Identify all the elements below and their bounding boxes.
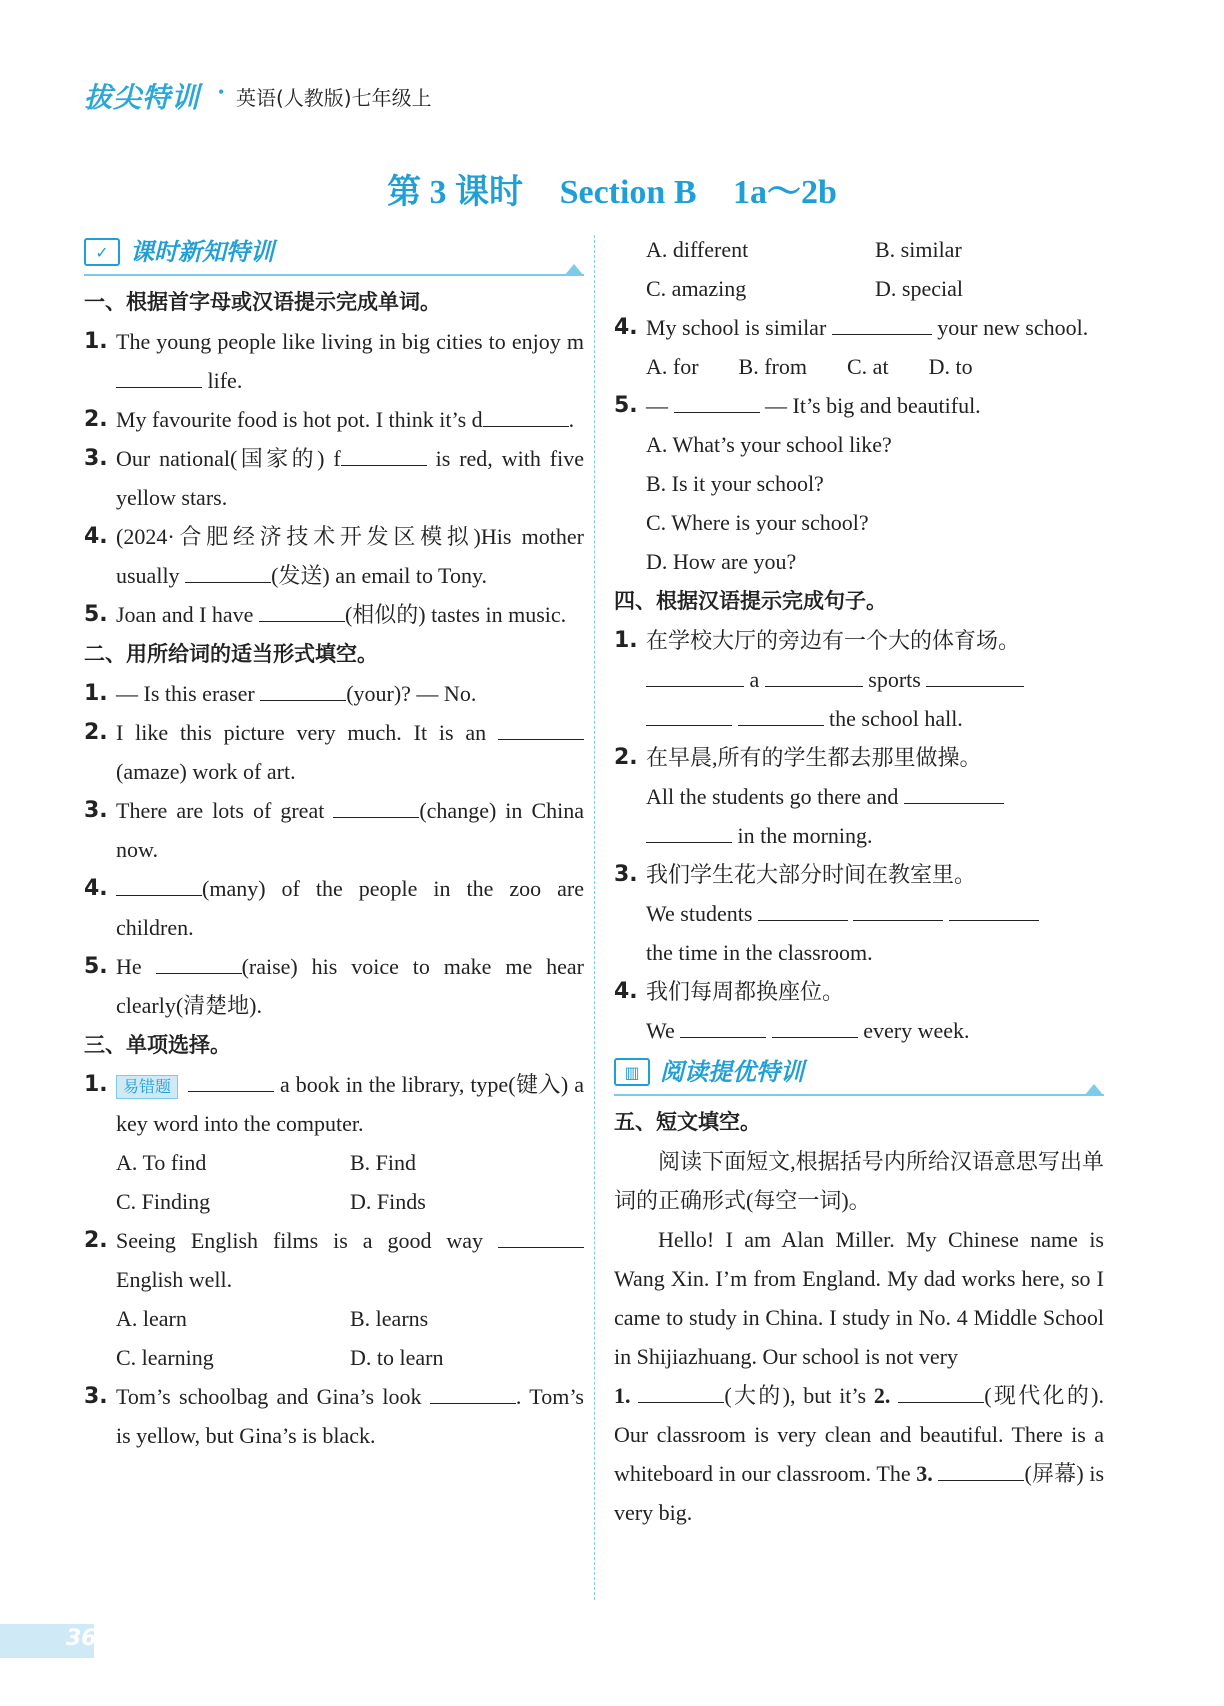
answer-blank[interactable] (772, 1015, 858, 1038)
part1-q4: 4. (2024·合肥经济技术开发区模拟)His mother usually (发送) an email to Tony. (84, 524, 584, 588)
part4-q1-answer: a sports the school hall. (614, 660, 1104, 738)
option[interactable]: C. learning (116, 1345, 214, 1370)
part2-q4: 4. (many) of the people in the zoo are children. (84, 869, 584, 947)
answer-blank[interactable] (498, 1225, 584, 1248)
part1-q2: 2. My favourite food is hot pot. I think it’s d . (84, 400, 584, 439)
separator-dot: • (218, 82, 225, 102)
part5-instruction: 阅读下面短文,根据括号内所给汉语意思写出单词的正确形式(每空一词)。 (614, 1149, 1104, 1213)
option[interactable]: C. Finding (116, 1189, 211, 1214)
answer-blank[interactable] (646, 703, 732, 726)
section-label: Section B (559, 174, 697, 211)
error-prone-badge: 易错题 (116, 1075, 178, 1099)
answer-blank[interactable] (898, 1380, 984, 1403)
section-head-reading: ▥ 阅读提优特训 (614, 1050, 1104, 1096)
page-title (0, 164, 1224, 213)
option[interactable]: A. different (646, 237, 749, 262)
part1-q5: 5. Joan and I have (相似的) tastes in music. (84, 595, 584, 634)
column-divider (594, 235, 595, 1600)
part2-q5: 5. He (raise) his voice to make me hear clearly(清楚地). (84, 947, 584, 1025)
part1-q3: 3. Our national(国家的) f is red, with five yellow stars. (84, 439, 584, 517)
option[interactable]: B. Find (350, 1150, 417, 1175)
part4-heading: 四、根据汉语提示完成句子。 (614, 589, 887, 613)
part3-q1-options (84, 1143, 584, 1221)
option[interactable]: D. How are you? (646, 549, 797, 574)
decor-triangle (1084, 1084, 1104, 1096)
option[interactable]: D. special (875, 276, 963, 301)
part3-q1: 1. 易错题 a book in the library, type(键入) a key word into the computer. (84, 1065, 584, 1143)
part2-q3: 3. There are lots of great (change) in China now. (84, 791, 584, 869)
answer-blank[interactable] (498, 717, 584, 740)
answer-blank[interactable] (188, 1069, 274, 1092)
answer-blank[interactable] (646, 820, 732, 843)
option[interactable]: A. learn (116, 1306, 187, 1331)
part4-q3-answer: We students the time in the classroom. (614, 894, 1104, 972)
page-number: 36 (66, 1626, 97, 1651)
option[interactable]: C. amazing (646, 276, 747, 301)
answer-blank[interactable] (938, 1458, 1024, 1481)
reading-passage: Hello! I am Alan Miller. My Chinese name is Wang Xin. I’m from England. My dad works here, so I came to study in China. I study in No. 4 Middle School in Shijiazhuang. Our school is not very 1. (大的), but it’s 2. (现代化的). Our classroom is very clean and beautiful. There is a whiteboard in our classroom. The 3. (屏幕) is very big. (614, 1227, 1105, 1525)
open-book-icon: ▥ (614, 1058, 650, 1086)
option[interactable]: D. to learn (350, 1345, 444, 1370)
part2-q1: 1. — Is this eraser (your)? — No. (84, 674, 584, 713)
answer-blank[interactable] (674, 390, 760, 413)
book-logo: 拔尖特训 (84, 81, 201, 114)
answer-blank[interactable] (738, 703, 824, 726)
answer-blank[interactable] (949, 898, 1039, 921)
part2-q2: 2. I like this picture very much. It is an (amaze) work of art. (84, 713, 584, 791)
answer-blank[interactable] (185, 560, 271, 583)
lesson-label: 第 3 课时 (387, 174, 524, 211)
left-column (84, 230, 584, 1455)
answer-blank[interactable] (832, 312, 932, 335)
option[interactable]: C. Where is your school? (646, 510, 869, 535)
answer-blank[interactable] (156, 951, 242, 974)
option[interactable]: A. for (646, 354, 699, 379)
answer-blank[interactable] (333, 795, 419, 818)
answer-blank[interactable] (638, 1380, 724, 1403)
option[interactable]: B. similar (875, 237, 962, 262)
answer-blank[interactable] (926, 664, 1024, 687)
answer-blank[interactable] (853, 898, 943, 921)
answer-blank[interactable] (680, 1015, 766, 1038)
option[interactable]: B. learns (350, 1306, 429, 1331)
option[interactable]: A. What’s your school like? (646, 432, 892, 457)
page-number-tab (0, 1624, 97, 1658)
answer-blank[interactable] (483, 404, 569, 427)
answer-blank[interactable] (430, 1381, 516, 1404)
part3-q2: 2. Seeing English films is a good way English well. (84, 1221, 584, 1299)
part4-q3: 3. 我们学生花大部分时间在教室里。 (614, 862, 977, 887)
part3-q5: 5. — — It’s big and beautiful. (614, 386, 1104, 425)
part3-q2-options (84, 1299, 584, 1377)
option[interactable]: A. To find (116, 1150, 207, 1175)
part4-q2: 2. 在早晨,所有的学生都去那里做操。 (614, 745, 982, 770)
part4-q4-answer: We every week. (614, 1011, 1104, 1050)
decor-triangle (564, 264, 584, 276)
part4-q1: 1. 在学校大厅的旁边有一个大的体育场。 (614, 628, 1021, 653)
part4-q4: 4. 我们每周都换座位。 (614, 979, 845, 1004)
answer-blank[interactable] (758, 898, 848, 921)
option[interactable]: D. to (928, 354, 973, 379)
answer-blank[interactable] (259, 599, 345, 622)
range-label: 1a～2b (733, 174, 837, 211)
option[interactable]: B. Is it your school? (646, 471, 824, 496)
option[interactable]: D. Finds (350, 1189, 426, 1214)
part3-q4-options (614, 347, 1104, 386)
option[interactable]: C. at (847, 354, 889, 379)
part3-q3-options (614, 230, 1104, 308)
answer-blank[interactable] (904, 781, 1004, 804)
book-subtitle: 英语(人教版)七年级上 (236, 86, 432, 110)
answer-blank[interactable] (341, 443, 427, 466)
right-column (614, 230, 1104, 1532)
part1-q1: 1. The young people like living in big cities to enjoy m life. (84, 329, 584, 393)
part3-q3: 3. Tom’s schoolbag and Gina’s look . Tom’s is yellow, but Gina’s is black. (84, 1377, 584, 1455)
part2-heading: 二、用所给词的适当形式填空。 (84, 642, 378, 666)
section-head-new-knowledge: ✓ 课时新知特训 (84, 230, 584, 276)
part5-heading: 五、短文填空。 (614, 1110, 761, 1134)
answer-blank[interactable] (765, 664, 863, 687)
part4-q2-answer: All the students go there and in the morning. (614, 777, 1104, 855)
answer-blank[interactable] (260, 678, 346, 701)
answer-blank[interactable] (116, 873, 202, 896)
part3-q4: 4. My school is similar your new school. (614, 308, 1104, 347)
checklist-icon: ✓ (84, 238, 120, 266)
option[interactable]: B. from (738, 354, 807, 379)
part1-heading: 一、根据首字母或汉语提示完成单词。 (84, 290, 441, 314)
answer-blank[interactable] (116, 365, 202, 388)
part3-heading: 三、单项选择。 (84, 1033, 231, 1057)
answer-blank[interactable] (646, 664, 744, 687)
